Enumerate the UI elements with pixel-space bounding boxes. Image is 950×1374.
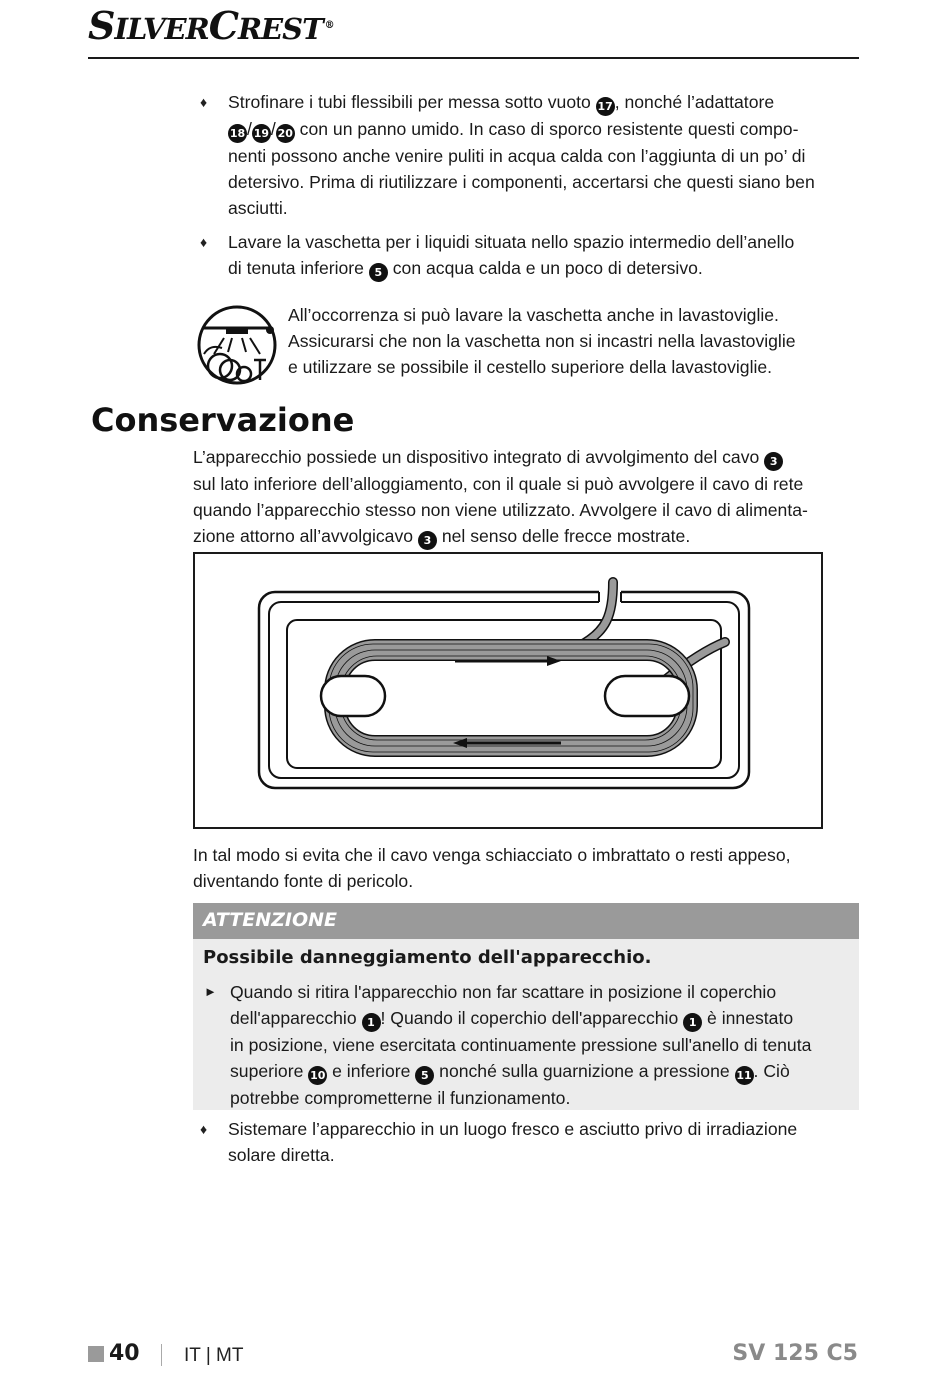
warning-title: Possibile danneggiamento dell'apparecchio. xyxy=(203,947,652,968)
warning-text: Quando si ritira l'apparecchio non far scattare in posizione il coperchio dell'apparecchio 1 ! Quando il coperchio dell'apparecchio 1 è innestato in posizione, viene esercitata continuamente pressione sull'anello di tenuta superiore 10 e inferiore 5 nonché sulla guarnizione a pressione 11 . Ciò potrebbe comprometterne il funzionamento. xyxy=(230,982,812,1108)
bullet-2-marker: ♦ xyxy=(200,234,208,250)
storage-paragraph: L’apparecchio possiede un dispositivo integrato di avvolgimento del cavo 3 sul lato inferiore dell’alloggiamento, con il quale si può avvolgere il cavo di rete quando l’apparecchio stesso non viene utilizzato. Avvolgere il cavo di alimenta- zione attorno all’avvolgicavo 3 nel senso delle frecce mostrate. xyxy=(193,444,858,550)
part-number-1b: 1 xyxy=(683,1013,702,1032)
dishwasher-icon xyxy=(196,304,278,386)
footer-languages: IT | MT xyxy=(184,1345,244,1366)
part-number-10: 10 xyxy=(308,1066,327,1085)
page-number: 40 xyxy=(109,1341,140,1366)
part-number-11: 11 xyxy=(735,1066,754,1085)
bullet-1-marker: ♦ xyxy=(200,94,208,110)
final-bullet: Sistemare l’apparecchio in un luogo fresco e asciutto privo di irradiazione solare diretta. xyxy=(228,1119,798,1165)
cleaning-bullet-2: Lavare la vaschetta per i liquidi situata nello spazio intermedio dell’anello di tenuta inferiore 5 con acqua calda e un poco di detersivo. xyxy=(228,229,868,282)
brand-logo: SILVERCREST ® xyxy=(88,3,334,48)
part-number-5b: 5 xyxy=(415,1066,434,1085)
part-number-5: 5 xyxy=(369,263,388,282)
warning-header xyxy=(193,903,859,939)
part-number-20: 20 xyxy=(276,124,295,143)
part-number-1: 1 xyxy=(362,1013,381,1032)
footer-divider xyxy=(161,1344,162,1366)
part-number-17: 17 xyxy=(596,97,615,116)
cleaning-bullet-1: Strofinare i tubi flessibili per messa sotto vuoto 17 , nonché l’adattatore 18 / 19 / 20 con un panno umido. In caso di sporco resistente questi compo- nenti possono anche venire puliti in acqua calda con l’aggiunta di un po’ di detersivo. Prima di riutilizzare i componenti, accertarsi che questi siano ben asciutti. xyxy=(228,92,815,218)
section-title-conservazione: Conservazione xyxy=(91,401,355,439)
part-number-3b: 3 xyxy=(418,531,437,550)
warning-arrow-marker: ► xyxy=(204,984,217,999)
footer-square xyxy=(88,1346,104,1362)
header-rule xyxy=(88,57,859,59)
cable-winding-illustration xyxy=(195,554,821,827)
part-number-18: 18 xyxy=(228,124,247,143)
bullet-3-marker: ♦ xyxy=(200,1121,208,1137)
storage-paragraph-2: In tal modo si evita che il cavo venga schiacciato o imbrattato o resti appeso, diventando fonte di pericolo. xyxy=(193,845,791,891)
part-number-19: 19 xyxy=(252,124,271,143)
footer-model: SV 125 C5 xyxy=(732,1341,858,1366)
cable-winding-figure xyxy=(193,552,823,829)
warning-label: ATTENZIONE xyxy=(203,909,338,931)
part-number-3: 3 xyxy=(764,452,783,471)
dishwasher-note: All’occorrenza si può lavare la vaschetta anche in lavastoviglie. Assicurarsi che non la vaschetta non si incastri nella lavastoviglie e utilizzare se possibile il cestello superiore della lavastoviglie. xyxy=(288,305,796,377)
